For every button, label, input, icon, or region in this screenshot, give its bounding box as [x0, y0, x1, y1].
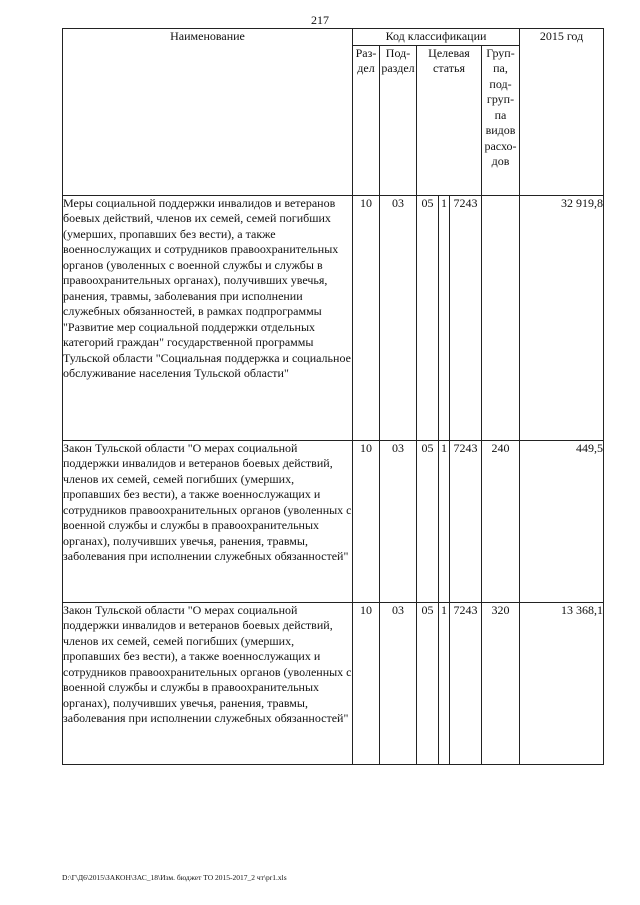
row-expense-group: 320 [482, 602, 520, 764]
row-section: 10 [353, 440, 380, 602]
header-section: Раз- дел [353, 45, 380, 195]
header-name: Наименование [63, 29, 353, 196]
header-row [63, 29, 604, 46]
row-expense-group [482, 195, 520, 440]
budget-table [62, 28, 604, 765]
table-row [63, 195, 604, 440]
row-amount: 32 919,8 [520, 195, 604, 440]
row-name: Закон Тульской области "О мерах социальной поддержки инвалидов и ветеранов боевых действий, членов их семей, семей погибших (умерших, пропавших без вести), а также военнослужащих и сотрудников правоохранительных органов (уволенных с военной службы и службы в правоохранительных органах), получивших увечья, ранения, травмы, заболевания при исполнении служебных обязанностей" [63, 440, 353, 602]
table-row [63, 602, 604, 764]
row-expense-group: 240 [482, 440, 520, 602]
row-target-b: 1 [439, 195, 450, 440]
page-number: 217 [311, 13, 329, 27]
row-target-b: 1 [439, 602, 450, 764]
row-amount: 449,5 [520, 440, 604, 602]
row-target-c: 7243 [450, 440, 482, 602]
row-section: 10 [353, 195, 380, 440]
row-target-a: 05 [417, 440, 439, 602]
row-section: 10 [353, 602, 380, 764]
row-subsection: 03 [380, 195, 417, 440]
row-target-a: 05 [417, 602, 439, 764]
row-name: Меры социальной поддержки инвалидов и ветеранов боевых действий, членов их семей, семей погибших (умерших, пропавших без вести), а также военнослужащих и сотрудников правоохранительных органов (уволенных с военной службы и службы в правоохранительных органах), получивших увечья, ранения, травмы, заболевания при исполнении служебных обязанностей, в рамках подпрограммы "Развитие мер социальной поддержки отдельных категорий граждан" государственной программы Тульской области "Социальная поддержка и социальное обслуживание населения Тульской области" [63, 195, 353, 440]
file-path-footer: D:\Г\Д6\2015\ЗАКОН\ЗАС_18\Изм. бюджет ТО 2015-2017_2 чт\pr1.xls [62, 873, 287, 882]
row-target-c: 7243 [450, 195, 482, 440]
row-target-a: 05 [417, 195, 439, 440]
row-target-b: 1 [439, 440, 450, 602]
row-subsection: 03 [380, 440, 417, 602]
row-subsection: 03 [380, 602, 417, 764]
header-year: 2015 год [520, 29, 604, 196]
row-target-c: 7243 [450, 602, 482, 764]
header-subsection: Под- раздел [380, 45, 417, 195]
table-row [63, 440, 604, 602]
header-target-article: Целевая статья [417, 45, 482, 195]
header-expense-group: Груп- па, под- груп- па видов расхо- дов [482, 45, 520, 195]
header-classification: Код классификации [353, 29, 520, 46]
row-amount: 13 368,1 [520, 602, 604, 764]
row-name: Закон Тульской области "О мерах социальной поддержки инвалидов и ветеранов боевых действий, членов их семей, семей погибших (умерших, пропавших без вести), а также военнослужащих и сотрудников правоохранительных органов (уволенных с военной службы и службы в правоохранительных органах), получивших увечья, ранения, травмы, заболевания при исполнении служебных обязанностей" [63, 602, 353, 764]
